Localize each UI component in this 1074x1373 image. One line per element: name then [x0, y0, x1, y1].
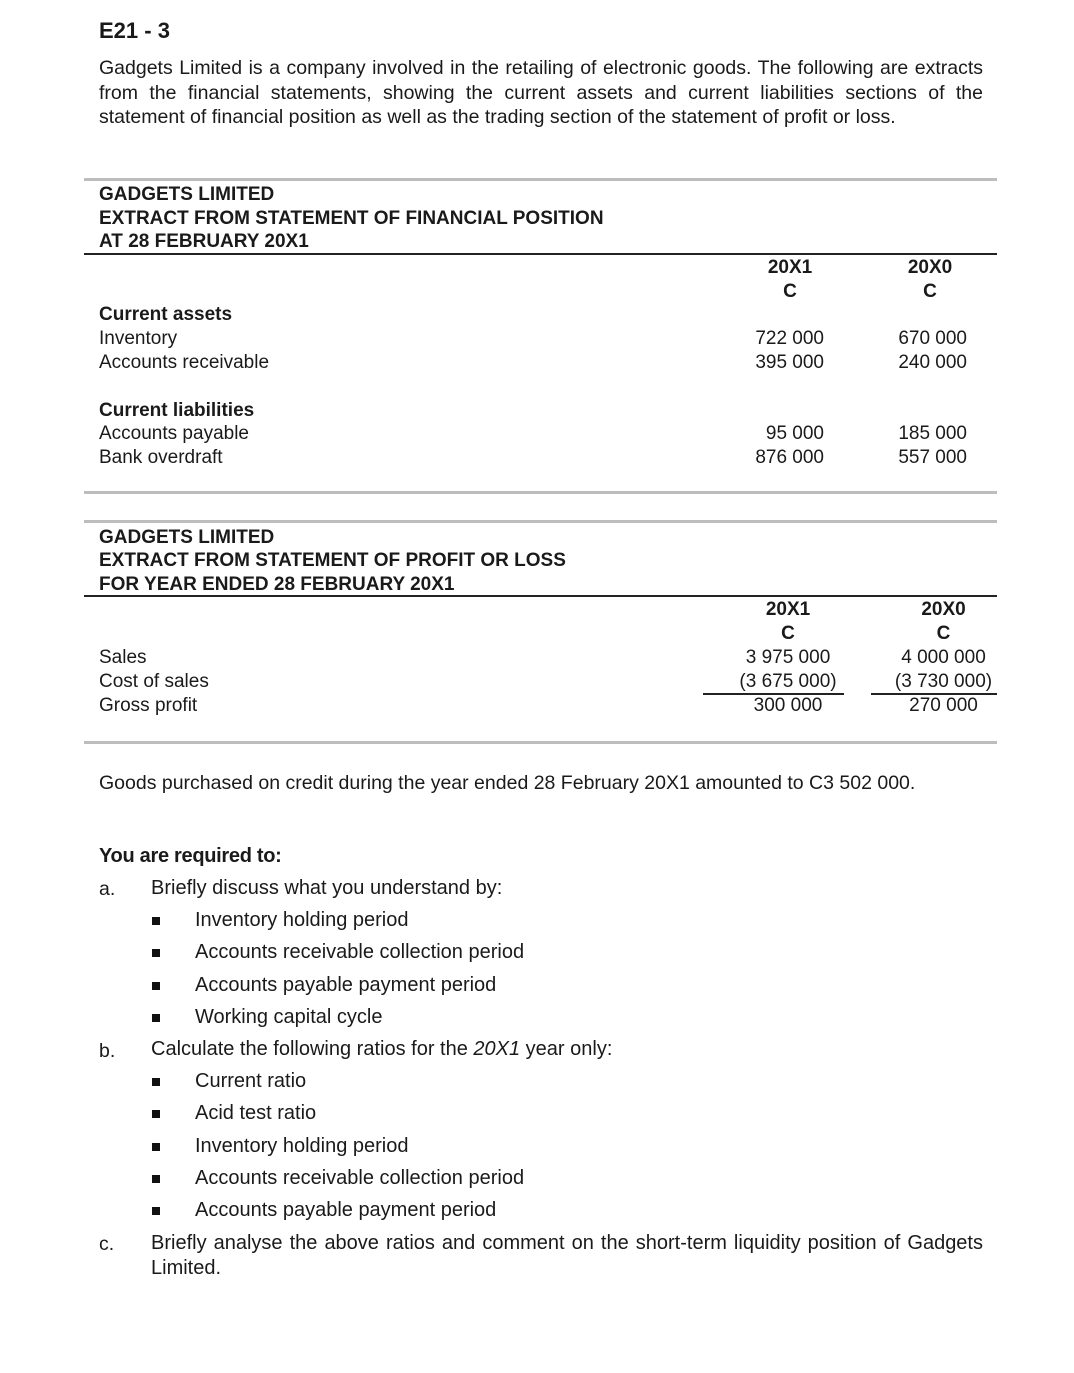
bullet-icon	[152, 1207, 160, 1215]
sofp-heading-date: AT 28 FEBRUARY 20X1	[99, 231, 309, 252]
sofp-bottom-rule	[84, 491, 997, 494]
pl-row-value-20x1: 3 975 000	[745, 647, 831, 668]
sofp-row-label: Accounts payable	[99, 423, 249, 444]
bullet-item: Accounts receivable collection period	[195, 941, 525, 963]
pl-col2-year: 20X0	[921, 599, 966, 620]
pl-row-value-20x0: (3 730 000)	[894, 671, 993, 692]
bullet-item: Accounts receivable collection period	[195, 1167, 525, 1189]
sofp-row-value-20x0: 670 000	[898, 328, 967, 349]
bullet-item: Acid test ratio	[195, 1102, 317, 1124]
sofp-row-label: Inventory	[99, 328, 178, 349]
sofp-row-value-20x0: 240 000	[898, 352, 967, 373]
sofp-section-current-assets: Current assets	[99, 304, 233, 325]
bullet-icon	[152, 1078, 160, 1086]
sofp-section-current-liabilities: Current liabilities	[99, 400, 255, 421]
item-c-text: Briefly analyse the above ratios and comment on the short-term liquidity position of Gadgets Limited.	[151, 1232, 983, 1279]
pl-row-label: Sales	[99, 647, 147, 668]
sofp-top-rule	[84, 178, 997, 181]
sofp-heading-title: EXTRACT FROM STATEMENT OF FINANCIAL POSITION	[99, 208, 604, 229]
pl-col2-unit: C	[936, 623, 951, 644]
sofp-col2-year: 20X0	[907, 257, 953, 278]
sofp-heading-company: GADGETS LIMITED	[99, 184, 275, 205]
pl-col1-unit: C	[781, 623, 795, 644]
sofp-row-value-20x1: 876 000	[755, 447, 824, 468]
sofp-col2-unit: C	[923, 281, 937, 302]
item-b-text	[151, 1038, 612, 1061]
pl-row-value-20x1: 300 000	[753, 695, 823, 716]
item-letter-a: a.	[99, 878, 116, 900]
bullet-icon	[152, 1110, 160, 1118]
intro-paragraph: Gadgets Limited is a company involved in the retailing of electronic goods. The following are extracts from the financial statements, showing the current assets and current liabilities sections of the statement of financial position as well as the trading section of the statement of profit or loss.	[99, 57, 983, 128]
bullet-item: Accounts payable payment period	[195, 1199, 497, 1221]
bullet-item: Accounts payable payment period	[195, 974, 497, 996]
pl-row-value-20x0: 270 000	[909, 695, 978, 716]
sofp-row-value-20x1: 395 000	[755, 352, 824, 373]
pl-heading-period: FOR YEAR ENDED 28 FEBRUARY 20X1	[99, 574, 455, 595]
item-a-text: Briefly discuss what you understand by:	[151, 877, 503, 899]
pl-header-rule	[84, 595, 997, 597]
sofp-row-value-20x0: 557 000	[898, 447, 967, 468]
sofp-header-rule	[84, 253, 997, 255]
sofp-row-label: Accounts receivable	[99, 352, 270, 373]
bullet-icon	[152, 1175, 160, 1183]
item-b-text-start: Calculate the following ratios for the	[151, 1038, 474, 1060]
pl-row-value-20x0: 4 000 000	[901, 647, 986, 668]
pl-row-label: Cost of sales	[99, 671, 209, 692]
item-letter-b: b.	[99, 1040, 116, 1062]
credit-purchases-note: Goods purchased on credit during the year ended 28 February 20X1 amounted to C3 502 000.	[99, 772, 916, 794]
bullet-icon	[152, 1014, 160, 1022]
bullet-item: Inventory holding period	[195, 1135, 409, 1157]
pl-bottom-rule	[84, 741, 997, 744]
sofp-row-value-20x1: 95 000	[765, 423, 824, 444]
sofp-col1-unit: C	[783, 281, 797, 302]
bullet-icon	[152, 1143, 160, 1151]
bullet-item: Inventory holding period	[195, 909, 409, 931]
item-letter-c: c.	[99, 1233, 115, 1255]
item-b-year: 20X1	[473, 1038, 521, 1060]
bullet-icon	[152, 917, 160, 925]
pl-row-value-20x1: (3 675 000)	[739, 671, 837, 692]
exercise-title: E21 - 3	[99, 18, 170, 43]
item-b-text-end: year only:	[520, 1038, 613, 1060]
bullet-icon	[152, 982, 160, 990]
pl-heading-title: EXTRACT FROM STATEMENT OF PROFIT OR LOSS	[99, 550, 566, 571]
pl-top-rule	[84, 520, 997, 523]
sofp-row-value-20x1: 722 000	[755, 328, 824, 349]
required-heading: You are required to:	[99, 845, 282, 867]
pl-row-label: Gross profit	[99, 695, 198, 716]
sofp-row-label: Bank overdraft	[99, 447, 223, 468]
pl-col1-year: 20X1	[765, 599, 811, 620]
bullet-item: Current ratio	[195, 1070, 307, 1092]
sofp-row-value-20x0: 185 000	[898, 423, 967, 444]
sofp-col1-year: 20X1	[767, 257, 813, 278]
pl-heading-company: GADGETS LIMITED	[99, 527, 275, 548]
bullet-item: Working capital cycle	[195, 1006, 383, 1028]
bullet-icon	[152, 949, 160, 957]
